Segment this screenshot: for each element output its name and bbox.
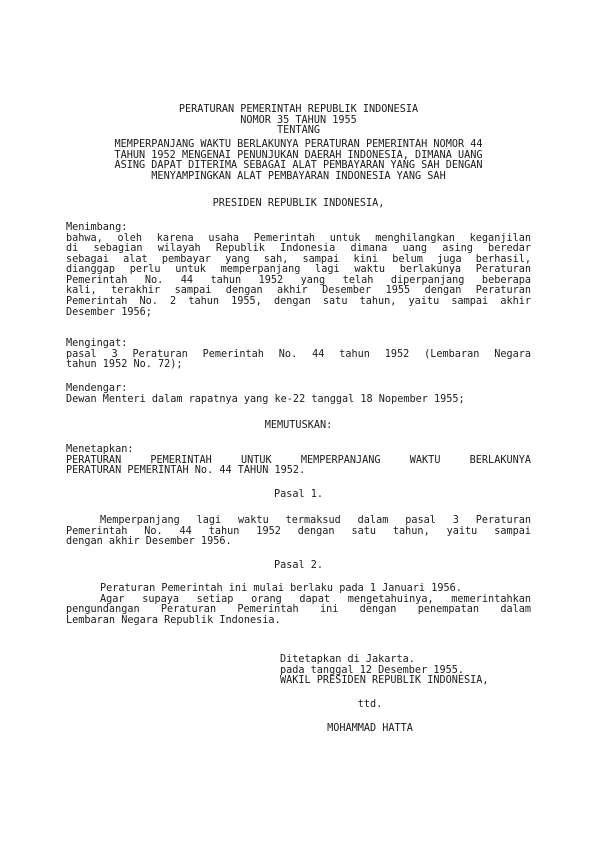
title-line-1: MEMPERPANJANG WAKTU BERLAKUNYA PERATURAN PEMERINTAH NOMOR 44 [114,139,483,150]
mengingat-line: pasal 3 Peraturan Pemerintah No. 44 tahun 1952 (Lembaran Negara [66,348,531,360]
signature-date: pada tanggal 12 Desember 1955. [280,664,465,676]
pasal-1-line: Memperpanjang lagi waktu termaksud dalam pasal 3 Peraturan [100,515,531,526]
menimbang-line: sebagai alat pembayar yang sah, sampai kini belum juga berhasil, [66,253,531,265]
menetapkan-label: Menetapkan: [66,444,134,455]
title-line-3: ASING DAPAT DITERIMA SEBAGAI ALAT PEMBAYARAN YANG SAH DENGAN [114,160,483,171]
pasal-2-line: Lembaran Negara Republik Indonesia. [66,614,281,626]
title-line-4: MENYAMPINGKAN ALAT PEMBAYARAN INDONESIA YANG SAH [151,170,446,182]
tentang-label: TENTANG [277,125,320,136]
pasal-2-line: pengundangan Peraturan Pemerintah ini dengan penempatan dalam [66,604,531,616]
signature-ttd: ttd. [357,699,383,710]
signature-place: Ditetapkan di Jakarta. [280,654,415,665]
pasal-1-line: Pemerintah No. 44 tahun 1952 dengan satu tahun, yaitu sampai [66,525,531,537]
menimbang-label: Menimbang: [66,222,128,233]
menimbang-line: kali, terakhir sampai dengan akhir Desember 1955 dengan Peraturan [66,285,531,297]
mengingat-text [66,350,531,371]
title-line-2: TAHUN 1952 MENGENAI PENUNJUKAN DAERAH INDONESIA, DIMANA UANG [114,149,483,161]
pasal-1-heading: Pasal 1. [273,489,324,500]
mengingat-line: tahun 1952 No. 72); [66,359,183,371]
menimbang-line: di sebagian wilayah Republik Indonesia dimana uang asing beredar [66,243,531,255]
signature-office: WAKIL PRESIDEN REPUBLIK INDONESIA, [280,675,489,686]
menimbang-line: Pemerintah No. 2 tahun 1955, dengan satu tahun, yaitu sampai akhir [66,296,531,308]
signatory-name: MOHAMMAD HATTA [327,723,413,734]
memutuskan-heading: MEMUTUSKAN: [264,420,333,431]
president-heading: PRESIDEN REPUBLIK INDONESIA, [212,198,385,209]
menimbang-line: dianggap perlu untuk memperpanjang lagi waktu berlakunya Peraturan [66,264,531,276]
pasal-2-heading: Pasal 2. [273,560,324,571]
menetapkan-text [66,456,531,477]
pasal-2-line-1: Peraturan Pemerintah ini mulai berlaku pada 1 Januari 1956. [100,583,462,594]
menetapkan-line: PERATURAN PEMERINTAH UNTUK MEMPERPANJANG WAKTU BERLAKUNYA [66,454,531,466]
doc-number: NOMOR 35 TAHUN 1955 [240,114,357,126]
menimbang-text [66,234,531,319]
mendengar-text: Dewan Menteri dalam rapatnya yang ke-22 tanggal 18 Nopember 1955; [66,393,465,405]
pasal-1-line: dengan akhir Desember 1956. [66,536,232,548]
menetapkan-line: PERATURAN PEMERINTAH No. 44 TAHUN 1952. [66,465,306,477]
pasal-1-text [66,516,531,548]
menimbang-line: Desember 1956; [66,306,152,318]
menimbang-line: bahwa, oleh karena usaha Pemerintah untuk menghilangkan keganjilan [66,232,531,244]
pasal-2-text [66,595,531,627]
mendengar-label: Mendengar: [66,383,128,394]
menimbang-line: Pemerintah No. 44 tahun 1952 yang telah diperpanjang beberapa [66,274,531,286]
doc-type-heading: PERATURAN PEMERINTAH REPUBLIK INDONESIA [178,104,419,115]
mengingat-label: Mengingat: [66,338,128,349]
pasal-2-line: Agar supaya setiap orang dapat mengetahuinya, memerintahkan [100,593,531,605]
